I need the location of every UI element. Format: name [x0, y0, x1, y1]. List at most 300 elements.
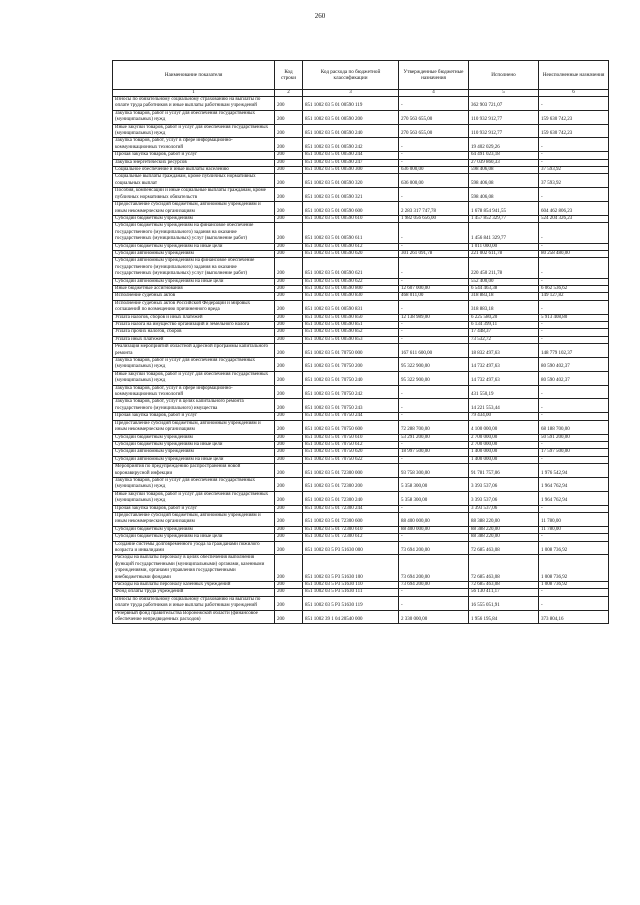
- executed-amount-cell: 110 932 912,77: [469, 124, 539, 138]
- indicator-name-cell: Предоставление субсидий бюджетным, автономным учреждениям и иным некоммерческим организациям: [113, 420, 275, 434]
- indicator-name-cell: Взносы по обязательному социальному страхованию на выплаты по оплате труда работников и иные выплаты работникам учреждений: [113, 97, 275, 111]
- unexecuted-amount-cell: 68 188 700,00: [539, 420, 609, 434]
- executed-amount-cell: 14 732 497,63: [469, 371, 539, 385]
- budget-code-cell: 851 1002 03 5 01 00590 320: [303, 174, 399, 188]
- approved-amount-cell: 468 011,00: [399, 293, 469, 300]
- unexecuted-amount-cell: 37 593,92: [539, 167, 609, 174]
- line-code-cell: 200: [275, 491, 303, 505]
- column-number: 5: [469, 90, 539, 97]
- budget-code-cell: 851 1002 03 5 01 00590 242: [303, 138, 399, 152]
- unexecuted-amount-cell: 6 062 536,62: [539, 285, 609, 292]
- budget-code-cell: 851 1002 03 5 01 00590 244: [303, 152, 399, 159]
- table-row: [113, 336, 609, 343]
- budget-code-cell: 851 1002 03 5 P3 51630 111: [303, 589, 399, 596]
- table-row: [113, 449, 609, 456]
- unexecuted-amount-cell: -: [539, 385, 609, 399]
- table-row: [113, 456, 609, 463]
- approved-amount-cell: 5 358 300,00: [399, 477, 469, 491]
- executed-amount-cell: 72 685 463,08: [469, 582, 539, 589]
- budget-code-cell: 851 1002 03 5 01 00590 851: [303, 322, 399, 329]
- line-code-cell: 200: [275, 329, 303, 336]
- table-row: [113, 491, 609, 505]
- header-budget-code: Код расхода по бюджетной классификации: [303, 61, 399, 90]
- executed-amount-cell: 1 456 841 329,77: [469, 223, 539, 243]
- budget-code-cell: 851 1002 03 5 01 70750 200: [303, 358, 399, 372]
- approved-amount-cell: 5 358 300,00: [399, 491, 469, 505]
- table-row: [113, 258, 609, 278]
- budget-code-cell: 851 1002 03 5 01 00590 119: [303, 97, 399, 111]
- executed-amount-cell: 2 700 000,00: [469, 441, 539, 448]
- budget-code-cell: 851 1002 03 5 01 70750 600: [303, 420, 399, 434]
- unexecuted-amount-cell: -: [539, 152, 609, 159]
- table-row: [113, 97, 609, 111]
- line-code-cell: 200: [275, 358, 303, 372]
- executed-amount-cell: 1 400 000,00: [469, 449, 539, 456]
- approved-amount-cell: 18 997 500,00: [399, 449, 469, 456]
- indicator-name-cell: Закупка товаров, работ, услуг в сфере информационно-коммуникационных технологий: [113, 138, 275, 152]
- executed-amount-cell: 4 100 000,00: [469, 420, 539, 434]
- table-row: [113, 464, 609, 478]
- indicator-name-cell: Субсидии бюджетным учреждениям на иные цели: [113, 441, 275, 448]
- indicator-name-cell: Субсидии автономным учреждениям: [113, 250, 275, 257]
- budget-code-cell: 851 1002 03 5 01 70750 243: [303, 399, 399, 413]
- approved-amount-cell: -: [399, 152, 469, 159]
- line-code-cell: 200: [275, 555, 303, 582]
- budget-code-cell: 851 1002 03 5 01 70750 622: [303, 456, 399, 463]
- approved-amount-cell: -: [399, 534, 469, 541]
- table-row: [113, 243, 609, 250]
- table-header-row: [113, 61, 609, 90]
- budget-code-cell: 851 1002 03 5 01 70750 244: [303, 413, 399, 420]
- executed-amount-cell: 220 450 211,78: [469, 258, 539, 278]
- line-code-cell: 200: [275, 344, 303, 358]
- budget-code-cell: 851 1002 03 5 01 72300 600: [303, 512, 399, 526]
- budget-code-cell: 851 1002 03 5 P3 51630 000: [303, 541, 399, 555]
- executed-amount-cell: 27 039 860,33: [469, 159, 539, 166]
- table-row: [113, 293, 609, 300]
- executed-amount-cell: 221 002 611,78: [469, 250, 539, 257]
- line-code-cell: 200: [275, 336, 303, 343]
- budget-code-cell: 851 1002 03 5 01 00590 800: [303, 285, 399, 292]
- executed-amount-cell: 6 225 580,20: [469, 314, 539, 321]
- indicator-name-cell: Уплата иных платежей: [113, 336, 275, 343]
- executed-amount-cell: 16 555 051,91: [469, 596, 539, 610]
- line-code-cell: 200: [275, 167, 303, 174]
- budget-code-cell: 851 1002 03 5 01 00590 853: [303, 336, 399, 343]
- line-code-cell: 200: [275, 97, 303, 111]
- unexecuted-amount-cell: 17 597 500,00: [539, 449, 609, 456]
- approved-amount-cell: -: [399, 589, 469, 596]
- budget-code-cell: 851 1002 03 5 01 00590 850: [303, 314, 399, 321]
- budget-code-cell: 851 1002 03 5 P3 51630 119: [303, 596, 399, 610]
- unexecuted-amount-cell: 5 913 408,80: [539, 314, 609, 321]
- budget-code-cell: 851 1002 03 5 01 00590 247: [303, 159, 399, 166]
- table-row: [113, 589, 609, 596]
- indicator-name-cell: Субсидии автономным учреждениям: [113, 449, 275, 456]
- indicator-name-cell: Расходы на выплаты персоналу казенных учреждений: [113, 582, 275, 589]
- budget-code-cell: 851 1002 03 5 01 00590 611: [303, 223, 399, 243]
- indicator-name-cell: Прочая закупка товаров, работ и услуг: [113, 505, 275, 512]
- executed-amount-cell: 6 134 399,11: [469, 322, 539, 329]
- approved-amount-cell: 93 758 300,00: [399, 464, 469, 478]
- executed-amount-cell: 552 400,00: [469, 278, 539, 285]
- unexecuted-amount-cell: 1 008 736,92: [539, 541, 609, 555]
- table-row: [113, 505, 609, 512]
- indicator-name-cell: Фонд оплаты труда учреждений: [113, 589, 275, 596]
- indicator-name-cell: Предоставление субсидий бюджетным, автономным учреждениям и иным некоммерческим организациям: [113, 202, 275, 216]
- unexecuted-amount-cell: 1 964 762,94: [539, 477, 609, 491]
- unexecuted-amount-cell: 1 964 762,94: [539, 491, 609, 505]
- table-row: [113, 300, 609, 314]
- table-row: [113, 159, 609, 166]
- indicator-name-cell: Субсидии автономным учреждениям на иные цели: [113, 278, 275, 285]
- approved-amount-cell: 2 330 000,00: [399, 610, 469, 624]
- line-code-cell: 200: [275, 413, 303, 420]
- line-code-cell: 200: [275, 399, 303, 413]
- table-row: [113, 358, 609, 372]
- line-code-cell: 200: [275, 322, 303, 329]
- approved-amount-cell: -: [399, 300, 469, 314]
- budget-code-cell: 851 1002 03 5 P3 51630 110: [303, 582, 399, 589]
- indicator-name-cell: Реализация мероприятий областной адресной программы капитального ремонта: [113, 344, 275, 358]
- unexecuted-amount-cell: -: [539, 329, 609, 336]
- approved-amount-cell: -: [399, 456, 469, 463]
- budget-code-cell: 851 1002 03 5 01 00590 620: [303, 250, 399, 257]
- budget-code-cell: 851 1002 03 5 P3 51630 100: [303, 555, 399, 582]
- table-row: [113, 344, 609, 358]
- table-row: [113, 477, 609, 491]
- table-row: [113, 582, 609, 589]
- column-number: 6: [539, 90, 609, 97]
- budget-code-cell: 851 1002 03 5 01 70750 242: [303, 385, 399, 399]
- table-row: [113, 124, 609, 138]
- unexecuted-amount-cell: -: [539, 243, 609, 250]
- approved-amount-cell: 270 563 655,00: [399, 110, 469, 124]
- indicator-name-cell: Субсидии бюджетным учреждениям на иные цели: [113, 243, 275, 250]
- indicator-name-cell: Социальное обеспечение и иные выплаты населению: [113, 167, 275, 174]
- executed-amount-cell: 88 388 220,00: [469, 534, 539, 541]
- line-code-cell: 200: [275, 596, 303, 610]
- executed-amount-cell: 6 544 463,38: [469, 285, 539, 292]
- page-number: 260: [314, 12, 326, 20]
- approved-amount-cell: 53 291 200,00: [399, 434, 469, 441]
- unexecuted-amount-cell: 80 258 480,00: [539, 250, 609, 257]
- table-row: [113, 541, 609, 555]
- unexecuted-amount-cell: 159 630 742,23: [539, 110, 609, 124]
- header-executed: Исполнено: [469, 61, 539, 90]
- table-row: [113, 250, 609, 257]
- unexecuted-amount-cell: 1 976 542,94: [539, 464, 609, 478]
- approved-amount-cell: -: [399, 413, 469, 420]
- budget-code-cell: 851 1002 03 5 01 00590 300: [303, 167, 399, 174]
- table-row: [113, 138, 609, 152]
- line-code-cell: 200: [275, 152, 303, 159]
- indicator-name-cell: Предоставление субсидий бюджетным, автономным учреждениям и иным некоммерческим организациям: [113, 512, 275, 526]
- unexecuted-amount-cell: -: [539, 534, 609, 541]
- approved-amount-cell: -: [399, 138, 469, 152]
- executed-amount-cell: 79 434,00: [469, 413, 539, 420]
- table-row: [113, 555, 609, 582]
- executed-amount-cell: 318 883,18: [469, 300, 539, 314]
- indicator-name-cell: Мероприятия по предупреждению распространения новой коронавирусной инфекции: [113, 464, 275, 478]
- line-code-cell: 200: [275, 420, 303, 434]
- unexecuted-amount-cell: -: [539, 97, 609, 111]
- table-row: [113, 420, 609, 434]
- executed-amount-cell: 14 221 553,44: [469, 399, 539, 413]
- table-row: [113, 526, 609, 533]
- unexecuted-amount-cell: -: [539, 188, 609, 202]
- table-row: [113, 202, 609, 216]
- budget-execution-table: [112, 60, 609, 624]
- indicator-name-cell: Субсидии автономным учреждениям на иные цели: [113, 456, 275, 463]
- budget-code-cell: 851 1002 03 5 01 00590 612: [303, 243, 399, 250]
- budget-code-cell: 851 1002 03 5 01 72300 000: [303, 464, 399, 478]
- approved-amount-cell: 88 400 000,00: [399, 526, 469, 533]
- unexecuted-amount-cell: 1 008 736,92: [539, 582, 609, 589]
- header-unexecuted: Неисполненные назначения: [539, 61, 609, 90]
- approved-amount-cell: 95 322 900,00: [399, 371, 469, 385]
- approved-amount-cell: 88 400 000,00: [399, 512, 469, 526]
- column-number: 3: [303, 90, 399, 97]
- line-code-cell: 200: [275, 589, 303, 596]
- approved-amount-cell: -: [399, 243, 469, 250]
- executed-amount-cell: 2 700 000,00: [469, 434, 539, 441]
- indicator-name-cell: Закупка товаров, работ и услуг для обеспечения государственных (муниципальных) нужд: [113, 110, 275, 124]
- budget-code-cell: 851 1002 03 5 01 00590 852: [303, 329, 399, 336]
- table-row: [113, 152, 609, 159]
- unexecuted-amount-cell: 80 590 402,37: [539, 358, 609, 372]
- line-code-cell: 200: [275, 434, 303, 441]
- line-code-cell: 200: [275, 441, 303, 448]
- budget-code-cell: 851 1002 03 5 01 00590 321: [303, 188, 399, 202]
- unexecuted-amount-cell: -: [539, 413, 609, 420]
- header-indicator-name: Наименование показателя: [113, 61, 275, 90]
- executed-amount-cell: 1 400 000,00: [469, 456, 539, 463]
- executed-amount-cell: 318 883,18: [469, 293, 539, 300]
- budget-code-cell: 851 1002 03 5 01 00590 831: [303, 300, 399, 314]
- budget-code-cell: 851 1002 03 5 01 00590 200: [303, 110, 399, 124]
- executed-amount-cell: 110 932 912,77: [469, 110, 539, 124]
- line-code-cell: 200: [275, 300, 303, 314]
- unexecuted-amount-cell: 148 779 102,37: [539, 344, 609, 358]
- executed-amount-cell: 72 685 463,08: [469, 555, 539, 582]
- table-row: [113, 610, 609, 624]
- executed-amount-cell: 598 406,08: [469, 188, 539, 202]
- unexecuted-amount-cell: -: [539, 399, 609, 413]
- indicator-name-cell: Закупка товаров, работ и услуг для обеспечения государственных (муниципальных) нужд: [113, 477, 275, 491]
- approved-amount-cell: -: [399, 329, 469, 336]
- line-code-cell: 200: [275, 505, 303, 512]
- approved-amount-cell: -: [399, 322, 469, 329]
- line-code-cell: 200: [275, 258, 303, 278]
- unexecuted-amount-cell: 149 127,82: [539, 293, 609, 300]
- line-code-cell: 200: [275, 512, 303, 526]
- budget-code-cell: 851 1002 03 5 01 00590 240: [303, 124, 399, 138]
- indicator-name-cell: Закупка товаров, работ, услуг в целях капитального ремонта государственного (муниципального) имущества: [113, 399, 275, 413]
- column-number-row: [113, 90, 609, 97]
- line-code-cell: 200: [275, 610, 303, 624]
- unexecuted-amount-cell: -: [539, 258, 609, 278]
- approved-amount-cell: 636 000,00: [399, 174, 469, 188]
- table-row: [113, 285, 609, 292]
- executed-amount-cell: 14 732 497,63: [469, 358, 539, 372]
- table-row: [113, 512, 609, 526]
- unexecuted-amount-cell: -: [539, 456, 609, 463]
- budget-code-cell: 851 1002 03 5 01 70750 620: [303, 449, 399, 456]
- approved-amount-cell: 12 138 989,00: [399, 314, 469, 321]
- budget-code-cell: 851 1002 03 5 01 70750 610: [303, 434, 399, 441]
- approved-amount-cell: 167 611 600,00: [399, 344, 469, 358]
- unexecuted-amount-cell: 373 804,16: [539, 610, 609, 624]
- unexecuted-amount-cell: 11 780,00: [539, 526, 609, 533]
- line-code-cell: 200: [275, 293, 303, 300]
- executed-amount-cell: 1 678 854 941,55: [469, 202, 539, 216]
- indicator-name-cell: Субсидии автономным учреждениям на финансовое обеспечение государственного (муниципального) задания на оказание государственных (муниципальных) услуг (выполнение работ): [113, 258, 275, 278]
- approved-amount-cell: -: [399, 97, 469, 111]
- approved-amount-cell: -: [399, 223, 469, 243]
- approved-amount-cell: 73 694 200,00: [399, 582, 469, 589]
- indicator-name-cell: Исполнение судебных актов Российской Федерации и мировых соглашений по возмещению причиненного вреда: [113, 300, 275, 314]
- line-code-cell: 200: [275, 215, 303, 222]
- line-code-cell: 200: [275, 188, 303, 202]
- unexecuted-amount-cell: -: [539, 138, 609, 152]
- line-code-cell: 200: [275, 477, 303, 491]
- approved-amount-cell: 301 261 091,78: [399, 250, 469, 257]
- line-code-cell: 200: [275, 464, 303, 478]
- table-row: [113, 215, 609, 222]
- line-code-cell: 200: [275, 449, 303, 456]
- indicator-name-cell: Прочая закупка товаров, работ и услуг: [113, 152, 275, 159]
- line-code-cell: 200: [275, 456, 303, 463]
- line-code-cell: 200: [275, 202, 303, 216]
- executed-amount-cell: 88 388 220,00: [469, 526, 539, 533]
- table-row: [113, 385, 609, 399]
- column-number: 4: [399, 90, 469, 97]
- line-code-cell: 200: [275, 582, 303, 589]
- approved-amount-cell: -: [399, 596, 469, 610]
- indicator-name-cell: Социальные выплаты гражданам, кроме публичных нормативных социальных выплат: [113, 174, 275, 188]
- budget-code-cell: 851 1002 03 5 01 72300 240: [303, 491, 399, 505]
- approved-amount-cell: 73 694 200,00: [399, 541, 469, 555]
- indicator-name-cell: Уплата налогов, сборов и иных платежей: [113, 314, 275, 321]
- table-row: [113, 167, 609, 174]
- unexecuted-amount-cell: 159 630 742,23: [539, 124, 609, 138]
- indicator-name-cell: Закупка товаров, работ и услуг для обеспечения государственных (муниципальных) нужд: [113, 358, 275, 372]
- table-row: [113, 174, 609, 188]
- table-row: [113, 329, 609, 336]
- line-code-cell: 200: [275, 534, 303, 541]
- line-code-cell: 200: [275, 278, 303, 285]
- line-code-cell: 200: [275, 110, 303, 124]
- table-row: [113, 110, 609, 124]
- line-code-cell: 200: [275, 385, 303, 399]
- budget-code-cell: 851 1002 39 1 04 20540 000: [303, 610, 399, 624]
- executed-amount-cell: 64 491 023,18: [469, 152, 539, 159]
- table-row: [113, 278, 609, 285]
- executed-amount-cell: 3 393 537,06: [469, 505, 539, 512]
- indicator-name-cell: Иные закупки товаров, работ и услуг для обеспечения государственных (муниципальных) нужд: [113, 371, 275, 385]
- approved-amount-cell: 72 288 700,00: [399, 420, 469, 434]
- column-number: 2: [275, 90, 303, 97]
- line-code-cell: 200: [275, 371, 303, 385]
- approved-amount-cell: -: [399, 278, 469, 285]
- executed-amount-cell: 1 011 000,00: [469, 243, 539, 250]
- executed-amount-cell: 18 832 497,63: [469, 344, 539, 358]
- approved-amount-cell: -: [399, 505, 469, 512]
- indicator-name-cell: Расходы на выплаты персоналу в целях обеспечения выполнения функций государственными (муниципальными) органами, казенными учреждениями, органами управления государственными внебюджетными фондами: [113, 555, 275, 582]
- approved-amount-cell: 95 322 900,00: [399, 358, 469, 372]
- indicator-name-cell: Уплата налога на имущество организаций и земельного налога: [113, 322, 275, 329]
- budget-code-cell: 851 1002 03 5 01 00590 610: [303, 215, 399, 222]
- budget-code-cell: 851 1002 03 5 01 72300 244: [303, 505, 399, 512]
- indicator-name-cell: Субсидии бюджетным учреждениям на финансовое обеспечение государственного (муниципального) задания на оказание государственных (муниципальных) услуг (выполнение работ): [113, 223, 275, 243]
- executed-amount-cell: 88 388 220,00: [469, 512, 539, 526]
- approved-amount-cell: 270 563 655,00: [399, 124, 469, 138]
- executed-amount-cell: 362 903 721,07: [469, 97, 539, 111]
- unexecuted-amount-cell: 1 008 736,92: [539, 555, 609, 582]
- unexecuted-amount-cell: 37 593,92: [539, 174, 609, 188]
- approved-amount-cell: -: [399, 159, 469, 166]
- line-code-cell: 200: [275, 541, 303, 555]
- unexecuted-amount-cell: 80 590 402,37: [539, 371, 609, 385]
- budget-code-cell: 851 1002 03 5 01 70750 000: [303, 344, 399, 358]
- indicator-name-cell: Субсидии бюджетным учреждениям: [113, 434, 275, 441]
- unexecuted-amount-cell: 11 780,00: [539, 512, 609, 526]
- header-line-code: Код строки: [275, 61, 303, 90]
- unexecuted-amount-cell: -: [539, 441, 609, 448]
- line-code-cell: 200: [275, 285, 303, 292]
- executed-amount-cell: 17 448,37: [469, 329, 539, 336]
- line-code-cell: 200: [275, 159, 303, 166]
- indicator-name-cell: Субсидии бюджетным учреждениям: [113, 526, 275, 533]
- approved-amount-cell: 12 607 000,00: [399, 285, 469, 292]
- unexecuted-amount-cell: -: [539, 589, 609, 596]
- line-code-cell: 200: [275, 223, 303, 243]
- indicator-name-cell: Прочая закупка товаров, работ и услуг: [113, 413, 275, 420]
- budget-code-cell: 851 1002 03 5 01 70750 240: [303, 371, 399, 385]
- header-approved: Утвержденные бюджетные назначения: [399, 61, 469, 90]
- table-row: [113, 413, 609, 420]
- budget-code-cell: 851 1002 03 5 01 00590 830: [303, 293, 399, 300]
- executed-amount-cell: 91 781 757,06: [469, 464, 539, 478]
- budget-code-cell: 851 1002 03 5 01 72300 610: [303, 526, 399, 533]
- unexecuted-amount-cell: -: [539, 505, 609, 512]
- unexecuted-amount-cell: -: [539, 596, 609, 610]
- table-row: [113, 441, 609, 448]
- budget-code-cell: 851 1002 03 5 01 70750 612: [303, 441, 399, 448]
- indicator-name-cell: Иные закупки товаров, работ и услуг для обеспечения государственных (муниципальных) нужд: [113, 491, 275, 505]
- table-row: [113, 596, 609, 610]
- approved-amount-cell: -: [399, 336, 469, 343]
- indicator-name-cell: Пособия, компенсации и иные социальные выплаты гражданам, кроме публичных нормативных обязательств: [113, 188, 275, 202]
- line-code-cell: 200: [275, 526, 303, 533]
- indicator-name-cell: Взносы по обязательному социальному страхованию на выплаты по оплате труда работников и иные выплаты работникам учреждений: [113, 596, 275, 610]
- budget-code-cell: 851 1002 03 5 01 72300 612: [303, 534, 399, 541]
- approved-amount-cell: -: [399, 258, 469, 278]
- indicator-name-cell: Уплата прочих налогов, сборов: [113, 329, 275, 336]
- table-row: [113, 399, 609, 413]
- table-row: [113, 314, 609, 321]
- indicator-name-cell: Субсидии бюджетным учреждениям: [113, 215, 275, 222]
- table-row: [113, 371, 609, 385]
- line-code-cell: 200: [275, 138, 303, 152]
- unexecuted-amount-cell: 604 462 806,23: [539, 202, 609, 216]
- executed-amount-cell: 3 393 537,06: [469, 491, 539, 505]
- unexecuted-amount-cell: 524 204 326,23: [539, 215, 609, 222]
- unexecuted-amount-cell: -: [539, 159, 609, 166]
- approved-amount-cell: -: [399, 188, 469, 202]
- executed-amount-cell: 19 402 029,26: [469, 138, 539, 152]
